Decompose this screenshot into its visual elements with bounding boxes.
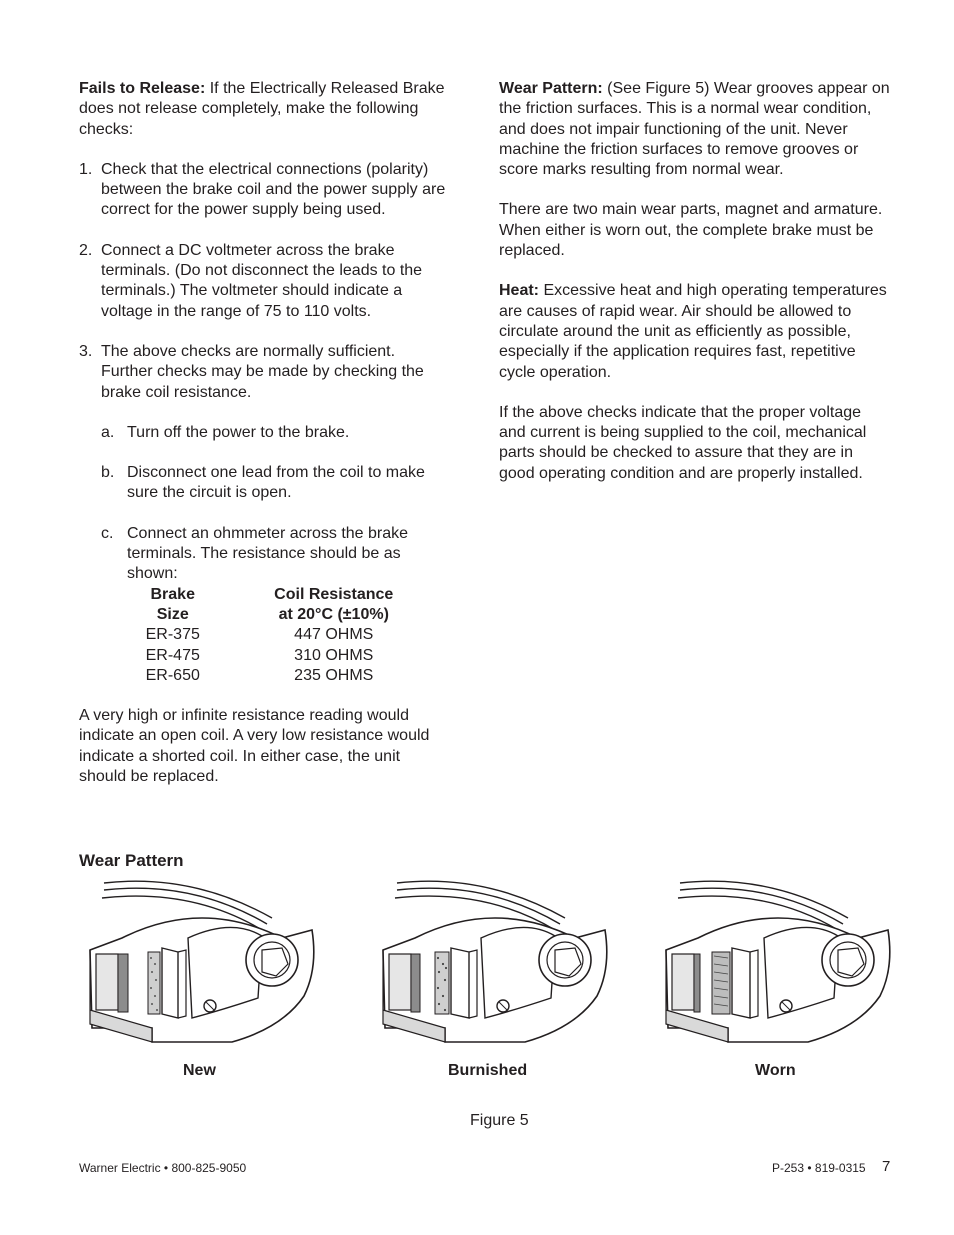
label-burnished: Burnished — [448, 1062, 528, 1079]
table-row — [127, 646, 449, 666]
resistance-cell: 447 OHMS — [294, 626, 374, 644]
table-row — [127, 625, 449, 645]
fails-heading: Fails to Release: — [79, 80, 206, 97]
brake-size-cell: ER-375 — [145, 626, 200, 644]
brake-burnished-illustration — [375, 878, 611, 1050]
brake-worn-illustration — [658, 878, 894, 1050]
fails-text: If the Electrically Released Brake does not release completely, make the following checks: — [79, 80, 445, 138]
list-item — [79, 342, 449, 403]
table-header-size-1: Brake — [150, 585, 195, 603]
final-paragraph: If the above checks indicate that the proper voltage and current is being supplied to the coil, mechanical parts should be checked to assure that they are in good operating condition and are properly installed. — [499, 403, 867, 482]
figure-heading: Wear Pattern — [79, 851, 184, 870]
table-header-res-1: Coil Resistance — [274, 585, 394, 603]
left-column — [79, 79, 449, 807]
list-item — [79, 241, 449, 322]
resistance-cell: 235 OHMS — [294, 666, 374, 684]
table-header-size-2: Size — [156, 605, 189, 623]
right-column — [499, 79, 891, 504]
list-item — [79, 160, 449, 221]
sub-list-item — [101, 524, 449, 585]
wear-heading: Wear Pattern: — [499, 80, 603, 97]
list-number: 1. — [79, 160, 93, 178]
sub-list-item — [101, 423, 449, 443]
footer-part-number: P-253 • 819-0315 — [772, 1161, 866, 1175]
sub-letter: c. — [101, 524, 114, 542]
brake-new-illustration — [82, 878, 318, 1050]
wear-text: (See Figure 5) Wear grooves appear on the friction surfaces. This is a normal wear condition, and does not impair functioning of the unit. Never machine the friction surfaces to remove grooves or score marks resulting from normal wear. — [499, 80, 890, 179]
sub-text: Connect an ohmmeter across the brake terminals. The resistance should be as shown: — [127, 524, 409, 583]
footer-company: Warner Electric • 800-825-9050 — [79, 1161, 247, 1175]
list-text: Connect a DC voltmeter across the brake terminals. (Do not disconnect the leads to the terminals.) The voltmeter should indicate a voltage in the range of 75 to 110 volts. — [101, 241, 423, 320]
resistance-cell: 310 OHMS — [294, 646, 374, 664]
sub-text: Turn off the power to the brake. — [127, 423, 350, 441]
heat-heading: Heat: — [499, 282, 540, 300]
list-number: 2. — [79, 241, 93, 259]
list-number: 3. — [79, 342, 93, 360]
sub-list-item — [101, 463, 449, 504]
sub-text: Disconnect one lead from the coil to make sure the circuit is open. — [127, 464, 425, 502]
list-text: Check that the electrical connections (polarity) between the brake coil and the power supply are correct for the power supply being used. — [101, 160, 446, 219]
parts-paragraph: There are two main wear parts, magnet and armature. When either is worn out, the complete brake must be replaced. — [499, 201, 883, 260]
label-new: New — [183, 1062, 216, 1079]
table-row — [127, 666, 449, 686]
fails-paragraph — [79, 79, 449, 140]
label-worn: Worn — [755, 1062, 796, 1079]
heat-paragraph — [499, 281, 891, 382]
wear-paragraph — [499, 79, 891, 180]
brake-size-cell: ER-475 — [145, 646, 200, 664]
sub-letter: a. — [101, 423, 115, 441]
brake-size-cell: ER-650 — [145, 666, 200, 684]
sub-letter: b. — [101, 464, 115, 482]
page-number: 7 — [882, 1158, 891, 1175]
table-header-res-2: at 20°C (±10%) — [278, 605, 389, 623]
heat-text: Excessive heat and high operating temperatures are causes of rapid wear. Air should be allowed to circulate around the unit as efficiently as possible, especially if the application requires fast, repetitive cycle operation. — [499, 282, 887, 381]
closing-paragraph: A very high or infinite resistance reading would indicate an open coil. A very low resistance would indicate a shorted coil. In either case, the unit should be replaced. — [79, 707, 430, 786]
resistance-table — [127, 585, 449, 686]
list-text: The above checks are normally sufficient. Further checks may be made by checking the brake coil resistance. — [101, 342, 424, 401]
figure-caption: Figure 5 — [470, 1112, 529, 1129]
